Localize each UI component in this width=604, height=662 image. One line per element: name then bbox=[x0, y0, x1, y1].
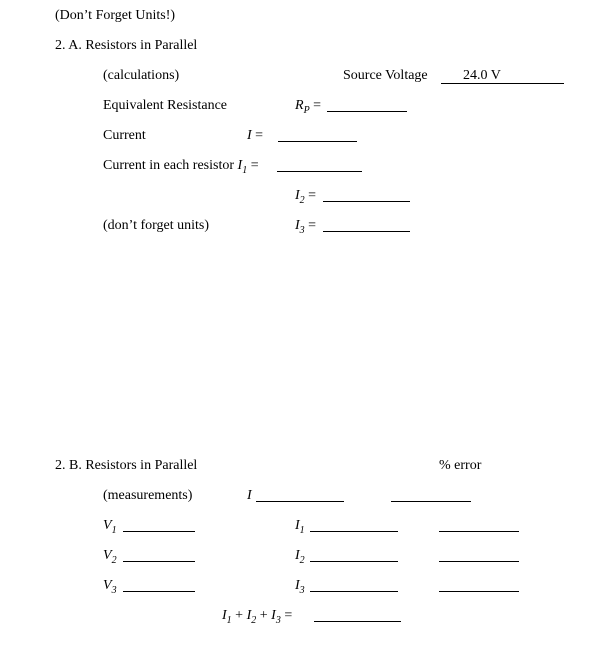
i1-blank[interactable] bbox=[277, 171, 362, 172]
source-voltage-label: Source Voltage bbox=[343, 68, 428, 83]
i-meas-symbol: I bbox=[247, 488, 252, 503]
v3-blank[interactable] bbox=[123, 591, 195, 592]
part-b-title: 2. B. Resistors in Parallel bbox=[55, 458, 198, 473]
i3-meas-blank[interactable] bbox=[310, 591, 398, 592]
i2-blank[interactable] bbox=[323, 201, 410, 202]
source-voltage-value: 24.0 V bbox=[463, 68, 501, 83]
i1-meas-blank[interactable] bbox=[310, 531, 398, 532]
equivalent-resistance-label: Equivalent Resistance bbox=[103, 98, 228, 113]
i1-meas-symbol: $I_1$ bbox=[295, 518, 305, 536]
rp-blank[interactable] bbox=[327, 111, 407, 112]
part-a-title: 2. A. Resistors in Parallel bbox=[55, 38, 198, 53]
measurements-label: (measurements) bbox=[103, 488, 193, 503]
i3-blank[interactable] bbox=[323, 231, 410, 232]
v1-blank[interactable] bbox=[123, 531, 195, 532]
i2-error-blank[interactable] bbox=[439, 561, 519, 562]
v3-symbol: $V_3$ bbox=[103, 578, 117, 596]
i1-error-blank[interactable] bbox=[439, 531, 519, 532]
i-meas-blank[interactable] bbox=[256, 501, 344, 502]
units-reminder: (Don’t Forget Units!) bbox=[55, 8, 176, 23]
i2-symbol: $I_2$ = bbox=[295, 188, 317, 206]
v1-symbol: $V_1$ bbox=[103, 518, 117, 536]
current-each-label: Current in each resistor $I_1$ = bbox=[103, 158, 259, 176]
i-symbol: I = bbox=[247, 128, 264, 143]
units-note: (don’t forget units) bbox=[103, 218, 210, 233]
source-voltage-field bbox=[441, 67, 564, 84]
current-sum-label: $I_1 + I_2 + I_3$ = bbox=[222, 608, 293, 626]
i3-symbol: $I_3$ = bbox=[295, 218, 317, 236]
current-sum-blank[interactable] bbox=[314, 621, 401, 622]
i-blank[interactable] bbox=[278, 141, 357, 142]
i-error-blank[interactable] bbox=[391, 501, 471, 502]
percent-error-label: % error bbox=[439, 458, 482, 473]
current-label: Current bbox=[103, 128, 146, 143]
rp-symbol: $R_P$ = bbox=[295, 98, 322, 116]
v2-blank[interactable] bbox=[123, 561, 195, 562]
i2-meas-blank[interactable] bbox=[310, 561, 398, 562]
i2-meas-symbol: $I_2$ bbox=[295, 548, 305, 566]
v2-symbol: $V_2$ bbox=[103, 548, 117, 566]
calculations-label: (calculations) bbox=[103, 68, 180, 83]
i3-meas-symbol: $I_3$ bbox=[295, 578, 305, 596]
i3-error-blank[interactable] bbox=[439, 591, 519, 592]
